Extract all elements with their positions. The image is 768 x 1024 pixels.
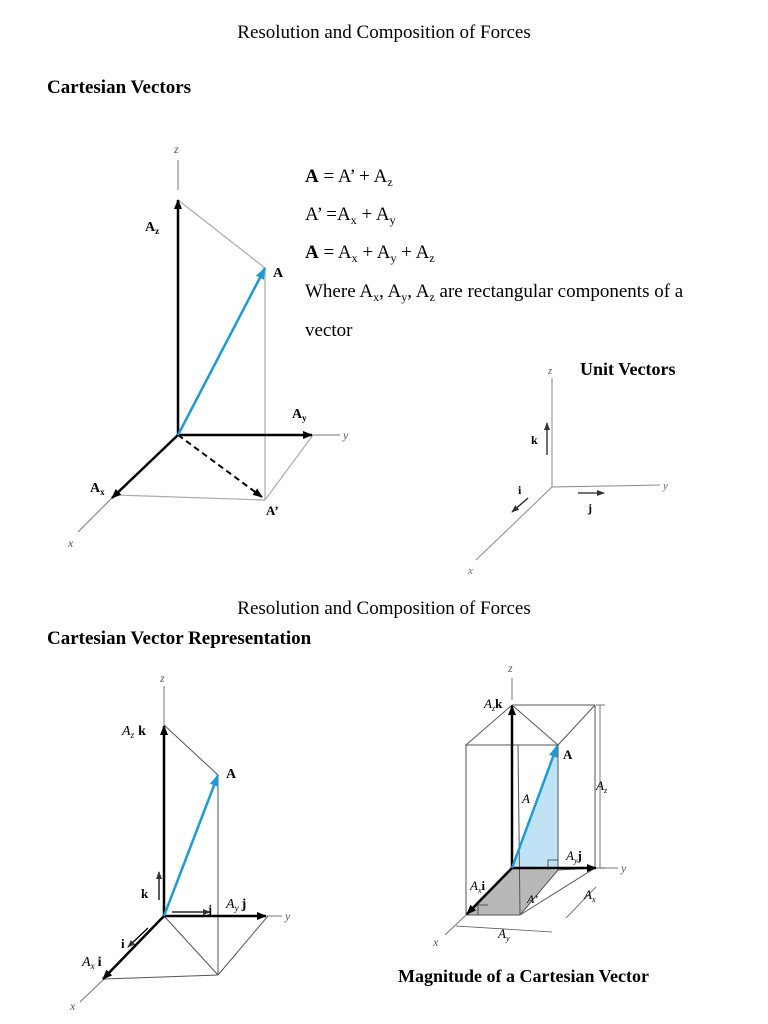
mag-a-bold-label: A (563, 747, 573, 762)
uv-x-label: x (468, 565, 473, 577)
figure-cartesian-vector (67, 142, 349, 550)
mag-axi-label: $A_xi$ (470, 878, 486, 895)
rep-x-axis (80, 979, 104, 1002)
unit-i-label: i (518, 483, 522, 497)
rep-a-label: A (226, 767, 237, 782)
unit-j-label: j (588, 501, 592, 515)
a-vector-arrow (178, 268, 265, 435)
rep-azk-label: $A_z$ k (122, 724, 146, 740)
rep-j-label: j (208, 902, 212, 916)
equation-a-prime: A’ $=A_x + A_y$ (305, 204, 396, 227)
rep-ayj-label: $A_y$ j (226, 897, 247, 913)
ax-component-arrow (112, 435, 178, 498)
unit-i-arrow (512, 498, 528, 512)
figure-unit-vectors (467, 365, 668, 577)
y-axis-label: y (343, 428, 349, 442)
rep-i-label: i (121, 936, 125, 951)
a-prime-arrow (178, 435, 262, 497)
x-axis-label: x (68, 536, 74, 550)
equation-a-components: $A = A_x + A_y + A_z$ (305, 242, 435, 265)
page-title: Resolution and Composition of Forces (237, 22, 531, 43)
rep-k-label: k (141, 886, 149, 901)
mag-ax-label: $A_x$ (584, 887, 596, 904)
rep-axi-label: $A_x$ i (82, 955, 102, 971)
unit-vectors-heading: Unit Vectors (580, 359, 676, 379)
a-prime-label: A’ (266, 503, 279, 518)
mag-ayj-label: $A_yj$ (566, 848, 582, 865)
uv-y-label: y (663, 480, 668, 492)
z-axis-label: z (174, 142, 179, 156)
rep-axi-arrow (103, 916, 164, 979)
mag-azk-label: $A_zk$ (484, 696, 503, 713)
rep-a-vector (164, 775, 218, 916)
figure-vector-representation (69, 671, 291, 1013)
components-description-cont: vector (305, 320, 353, 341)
mag-ay-label: $A_y$ (498, 926, 510, 943)
rep-y-label: y (285, 909, 291, 923)
mag-x-label: x (433, 935, 439, 949)
uv-z-label: z (548, 365, 553, 377)
x-axis-line (78, 495, 115, 532)
uv-x-axis (476, 487, 552, 560)
section-heading-representation: Cartesian Vector Representation (47, 628, 312, 649)
mag-a-italic-label: A (522, 791, 530, 806)
figure-magnitude-box (432, 661, 627, 949)
section2-title: Resolution and Composition of Forces (237, 598, 531, 619)
magnitude-caption: Magnitude of a Cartesian Vector (398, 966, 649, 986)
ax-label: $A_x$ (90, 481, 105, 497)
rep-z-label: z (160, 671, 165, 685)
ay-label: $A_y$ (292, 407, 307, 423)
mag-z-label: z (508, 661, 513, 675)
mag-x-axis (445, 915, 466, 935)
rep-x-label: x (70, 999, 76, 1013)
mag-az-label: $A_z$ (596, 778, 608, 795)
az-label: $A_z$ (145, 220, 160, 236)
a-label: A (273, 266, 284, 281)
mag-a-prime-label: A’ (527, 892, 538, 906)
mag-y-label: y (621, 861, 627, 875)
equation-a-total: A = A’ + $A_z$ (305, 166, 393, 189)
section-heading-cartesian-vectors: Cartesian Vectors (47, 77, 192, 98)
uv-y-axis (552, 485, 660, 487)
components-description: Where $A_x$, $A_y$, $A_z$ are rectangular components of a (305, 281, 684, 304)
unit-k-label: k (531, 433, 538, 447)
